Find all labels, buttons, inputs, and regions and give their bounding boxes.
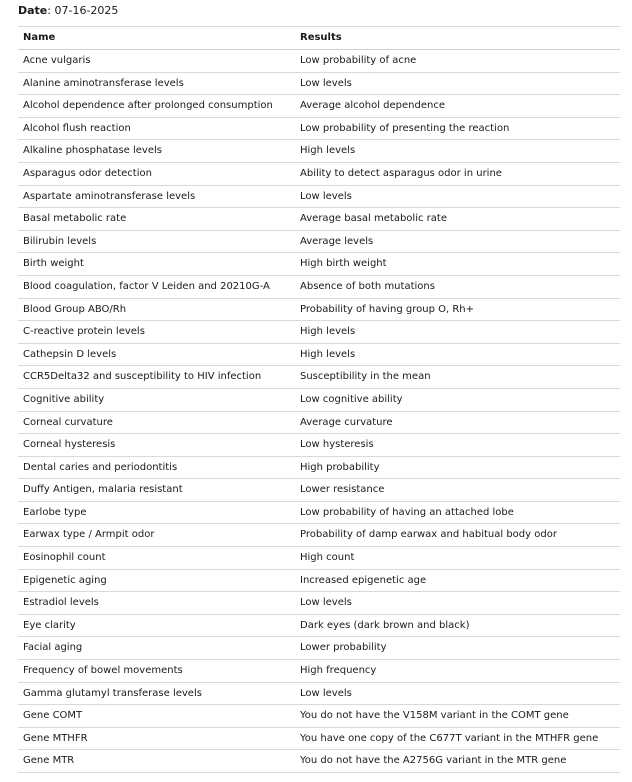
- row-result-cell: High levels: [295, 343, 620, 366]
- row-result-cell: High frequency: [295, 660, 620, 683]
- row-result-cell: Dark eyes (dark brown and black): [295, 614, 620, 637]
- table-row: [18, 117, 620, 140]
- table-row: [18, 547, 620, 570]
- row-result-cell: You have one copy of the C677T variant in the MTHFR gene: [295, 727, 620, 750]
- row-name-cell: Eosinophil count: [18, 547, 295, 570]
- row-result-cell: Ability to detect asparagus odor in urine: [295, 162, 620, 185]
- row-name-cell: CCR5Delta32 and susceptibility to HIV infection: [18, 366, 295, 389]
- table-row: [18, 275, 620, 298]
- row-result-cell: Susceptibility in the mean: [295, 366, 620, 389]
- row-name-cell: Alcohol dependence after prolonged consumption: [18, 95, 295, 118]
- table-row: [18, 637, 620, 660]
- table-row: [18, 727, 620, 750]
- row-result-cell: Probability of damp earwax and habitual body odor: [295, 524, 620, 547]
- table-body: [18, 50, 620, 773]
- row-name-cell: Duffy Antigen, malaria resistant: [18, 479, 295, 502]
- row-result-cell: Probability of having group O, Rh+: [295, 298, 620, 321]
- table-header-row: [18, 27, 620, 50]
- row-result-cell: Low hysteresis: [295, 434, 620, 457]
- row-result-cell: Absence of both mutations: [295, 275, 620, 298]
- table-row: [18, 434, 620, 457]
- report-date: Date: 07-16-2025: [18, 4, 119, 17]
- row-name-cell: Acne vulgaris: [18, 50, 295, 73]
- row-name-cell: Gene MTR: [18, 750, 295, 773]
- row-name-cell: Corneal hysteresis: [18, 434, 295, 457]
- table-row: [18, 569, 620, 592]
- table-row: [18, 298, 620, 321]
- table-row: [18, 705, 620, 728]
- table-row: [18, 456, 620, 479]
- row-result-cell: Average levels: [295, 230, 620, 253]
- date-value: 07-16-2025: [54, 4, 119, 17]
- row-name-cell: Gamma glutamyl transferase levels: [18, 682, 295, 705]
- table-row: [18, 253, 620, 276]
- row-name-cell: Earwax type / Armpit odor: [18, 524, 295, 547]
- table-row: [18, 388, 620, 411]
- table-row: [18, 660, 620, 683]
- date-label: Date: [18, 4, 48, 17]
- table-row: [18, 411, 620, 434]
- column-header-name: Name: [18, 27, 295, 50]
- row-result-cell: Low probability of presenting the reaction: [295, 117, 620, 140]
- row-result-cell: Lower probability: [295, 637, 620, 660]
- row-result-cell: Low levels: [295, 682, 620, 705]
- row-name-cell: Asparagus odor detection: [18, 162, 295, 185]
- row-name-cell: Gene MTHFR: [18, 727, 295, 750]
- row-result-cell: Low levels: [295, 72, 620, 95]
- row-name-cell: Earlobe type: [18, 501, 295, 524]
- row-result-cell: Low probability of acne: [295, 50, 620, 73]
- row-name-cell: Basal metabolic rate: [18, 208, 295, 231]
- row-result-cell: Low levels: [295, 185, 620, 208]
- table-row: [18, 682, 620, 705]
- row-result-cell: Average curvature: [295, 411, 620, 434]
- table-row: [18, 501, 620, 524]
- row-name-cell: C-reactive protein levels: [18, 321, 295, 344]
- row-name-cell: Corneal curvature: [18, 411, 295, 434]
- row-result-cell: Low probability of having an attached lobe: [295, 501, 620, 524]
- table-row: [18, 321, 620, 344]
- row-name-cell: Gene COMT: [18, 705, 295, 728]
- table-row: [18, 72, 620, 95]
- table-row: [18, 614, 620, 637]
- row-result-cell: High levels: [295, 321, 620, 344]
- row-name-cell: Dental caries and periodontitis: [18, 456, 295, 479]
- table-row: [18, 366, 620, 389]
- table-row: [18, 750, 620, 773]
- row-result-cell: High levels: [295, 140, 620, 163]
- row-name-cell: Cathepsin D levels: [18, 343, 295, 366]
- row-result-cell: Low cognitive ability: [295, 388, 620, 411]
- row-result-cell: Average basal metabolic rate: [295, 208, 620, 231]
- table-row: [18, 343, 620, 366]
- row-name-cell: Blood Group ABO/Rh: [18, 298, 295, 321]
- row-name-cell: Alanine aminotransferase levels: [18, 72, 295, 95]
- table-row: [18, 230, 620, 253]
- row-name-cell: Eye clarity: [18, 614, 295, 637]
- row-name-cell: Aspartate aminotransferase levels: [18, 185, 295, 208]
- row-result-cell: High probability: [295, 456, 620, 479]
- row-name-cell: Cognitive ability: [18, 388, 295, 411]
- row-name-cell: Bilirubin levels: [18, 230, 295, 253]
- table-row: [18, 592, 620, 615]
- table-row: [18, 524, 620, 547]
- row-result-cell: You do not have the A2756G variant in the MTR gene: [295, 750, 620, 773]
- row-result-cell: You do not have the V158M variant in the COMT gene: [295, 705, 620, 728]
- row-result-cell: Low levels: [295, 592, 620, 615]
- row-name-cell: Epigenetic aging: [18, 569, 295, 592]
- column-header-results: Results: [295, 27, 620, 50]
- row-name-cell: Facial aging: [18, 637, 295, 660]
- table-row: [18, 140, 620, 163]
- table-row: [18, 50, 620, 73]
- row-result-cell: Increased epigenetic age: [295, 569, 620, 592]
- row-name-cell: Birth weight: [18, 253, 295, 276]
- row-result-cell: Average alcohol dependence: [295, 95, 620, 118]
- row-name-cell: Alcohol flush reaction: [18, 117, 295, 140]
- table-row: [18, 162, 620, 185]
- table-row: [18, 208, 620, 231]
- row-name-cell: Blood coagulation, factor V Leiden and 20210G-A: [18, 275, 295, 298]
- row-result-cell: Lower resistance: [295, 479, 620, 502]
- row-result-cell: High count: [295, 547, 620, 570]
- table-row: [18, 185, 620, 208]
- row-result-cell: High birth weight: [295, 253, 620, 276]
- row-name-cell: Frequency of bowel movements: [18, 660, 295, 683]
- row-name-cell: Estradiol levels: [18, 592, 295, 615]
- results-table: [18, 26, 620, 773]
- row-name-cell: Alkaline phosphatase levels: [18, 140, 295, 163]
- table-row: [18, 479, 620, 502]
- table-row: [18, 95, 620, 118]
